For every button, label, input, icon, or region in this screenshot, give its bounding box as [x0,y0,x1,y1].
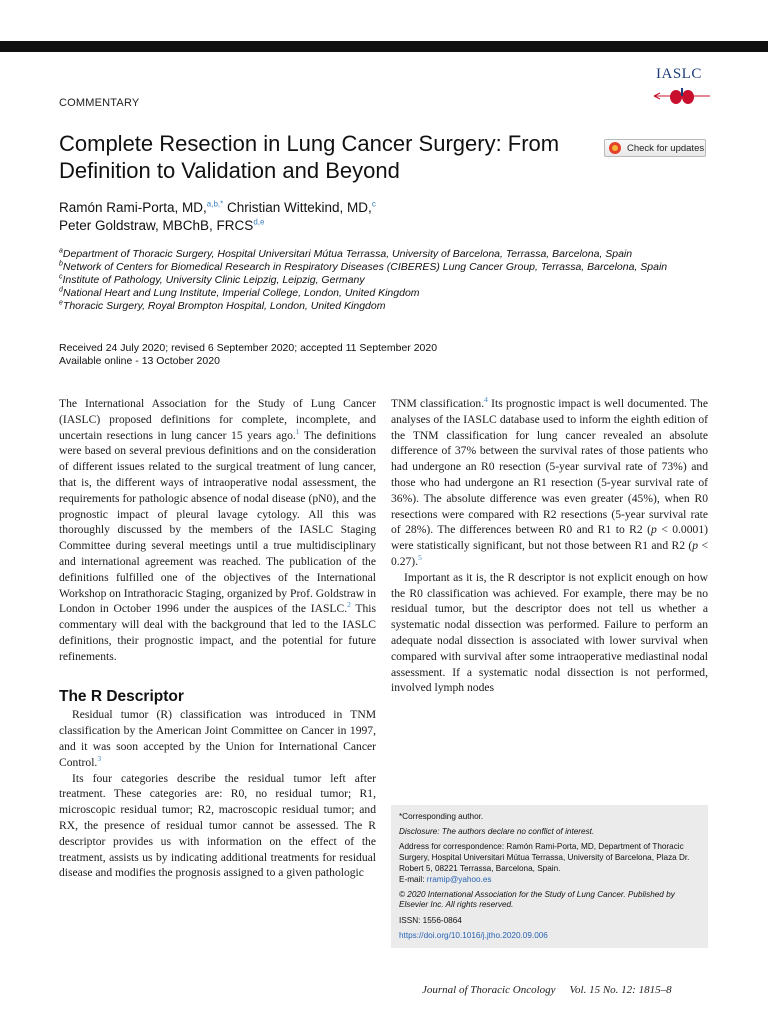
top-bar [0,41,768,52]
author-1: Ramón Rami-Porta, MD, [59,200,207,215]
author-list [59,199,619,235]
received-date: Received 24 July 2020; revised 6 September 2020; accepted 11 September 2020 [59,342,438,354]
affiliation-item: $^b$Network of Centers for Biomedical Research in Respiratory Diseases (CIBERES) Lung Cancer Group, Terrassa, Barcelona, Spain [59,260,668,273]
crossmark-icon [609,142,621,154]
citation-link[interactable]: 4 [484,395,488,405]
iaslc-logo [652,66,712,112]
disclosure: Disclosure: The authors declare no conflict of interest. [399,827,595,837]
body-column-right [391,396,708,696]
article-dates [59,342,437,368]
paragraph: The International Association for the Study of Lung Cancer (IASLC) proposed definitions for complete, incomplete, and uncertain resections in lung cancer 15 years ago.$^1$ The definitions were based on several previous definitions and on the consideration of different issues related to the surgical treatment of lung cancer, that is, the different ways of intraoperative nodal assessment, the requirements for pathologic absence of nodal disease (pN0), and the prognostic impact of pleural lavage cytology. All this was thoroughly discussed by the members of the IASLC Staging Committee during several meetings until a true multidisciplinary and international agreement was reached. The publication of the definitions fulfilled one of the objectives of the International Workshop on Intrathoracic Staging, organized by Prof. Goldstraw in London in October 1996 under the auspices of the IASLC.$^2$ This commentary will deal with the background that led to the IASLC definitions, their prognostic impact, and the potential for future refinements. [59,397,377,663]
citation-link[interactable]: 5 [418,553,422,563]
affiliations [59,248,709,313]
citation-link[interactable]: 2 [347,600,351,610]
author-3: Peter Goldstraw, MBChB, FRCS [59,218,254,233]
footnote-box [391,805,708,948]
check-updates-label: Check for updates [627,142,705,154]
copyright: © 2020 International Association for the Study of Lung Cancer. Published by Elsevier Inc. All rights reserved. [399,889,675,910]
page-footer [422,984,672,996]
issn: ISSN: 1556-0864 [399,915,462,925]
affiliation-item: $^e$Thoracic Surgery, Royal Brompton Hospital, London, United Kingdom [59,299,386,312]
paragraph: Its four categories describe the residual tumor left after treatment. These categories are: R0, no residual tumor; R1, microscopic residual tumor; R2, macroscopic residual tumor; and RX, the presence of residual tumor cannot be assessed. The R descriptor provides us with information on the effect of the treatment, assists us by indicating additional treatments for residual disease and modifies the prognosis assigned to a given pathologic [59,771,376,880]
body-column-left [59,396,376,881]
email-link[interactable]: rramip@yahoo.es [426,874,492,884]
logo-text: IASLC [656,66,702,82]
correspondence-address: Address for correspondence: Ramón Rami-Porta, MD, Department of Thoracic Surgery, Hospital Universitari Mútua Terrassa, University of Barcelona, Plaza Dr. Robert 5, 08221 Terrassa, Barcelona, Spain. E-mail: rramip@yahoo.es [399,842,690,884]
paragraph: TNM classification.$^4$ Its prognostic impact is well documented. The analyses of the IASLC database used to inform the eighth edition of the TNM classification for lung cancer revealed an absolute difference of 37% between the survival rates of those patients who had undergone an R0 resection (5-year survival rate of 73%) and those who had undergone an R1 resection (5-year survival rate of 36%). The absolute difference was even greater (45%), when R0 resections were compared with R2 resections (5-year survival rate of 28%). The differences between R0 and R1 to R2 (p < 0.0001) were statistically significant, but not those between R1 and R2 (p < 0.27).$^5$ [391,395,709,568]
volume-info: Vol. 15 No. 12: 1815–8 [569,984,672,996]
article-title: Complete Resection in Lung Cancer Surgery: From Definition to Validation and Beyond [59,131,560,183]
affiliation-item: $^d$National Heart and Lung Institute, Imperial College, London, United Kingdom [59,286,420,299]
corresponding-author: *Corresponding author. [399,812,484,821]
check-for-updates-button[interactable] [604,139,706,157]
affiliation-item: $^c$Institute of Pathology, University Clinic Leipzig, Leipzig, Germany [59,273,365,286]
author-1-affil[interactable]: a,b,* [206,199,224,209]
author-3-affil[interactable]: d,e [253,217,265,227]
paragraph: Residual tumor (R) classification was introduced in TNM classification by the American Joint Committee on Cancer in 1997, and it was soon accepted by the Union for International Cancer Control.$^3$ [59,708,376,769]
citation-link[interactable]: 3 [97,753,102,763]
lungs-icon [652,86,712,106]
citation-link[interactable]: 1 [295,426,300,436]
section-label: COMMENTARY [59,97,140,109]
author-2: Christian Wittekind, MD, [223,200,372,215]
journal-name: Journal of Thoracic Oncology [422,984,556,996]
paragraph: Important as it is, the R descriptor is not explicit enough on how the R0 classification was achieved. For example, there may be no residual tumor, but the descriptor does not tell us whether a systematic nodal dissection was performed. Failure to perform an adequate nodal dissection is associated with lower survival when compared with survival after some intraoperative mediastinal nodal assessment. If a systematic nodal dissection is not performed, involved lymph nodes [391,570,708,695]
section-heading: The R Descriptor [59,687,184,705]
online-date: Available online - 13 October 2020 [59,355,220,367]
doi-link[interactable]: https://doi.org/10.1016/j.jtho.2020.09.006 [399,930,548,940]
author-2-affil[interactable]: c [371,199,376,209]
affiliation-item: $^a$Department of Thoracic Surgery, Hospital Universitari Mútua Terrassa, University of Barcelona, Terrassa, Barcelona, Spain [59,247,633,260]
